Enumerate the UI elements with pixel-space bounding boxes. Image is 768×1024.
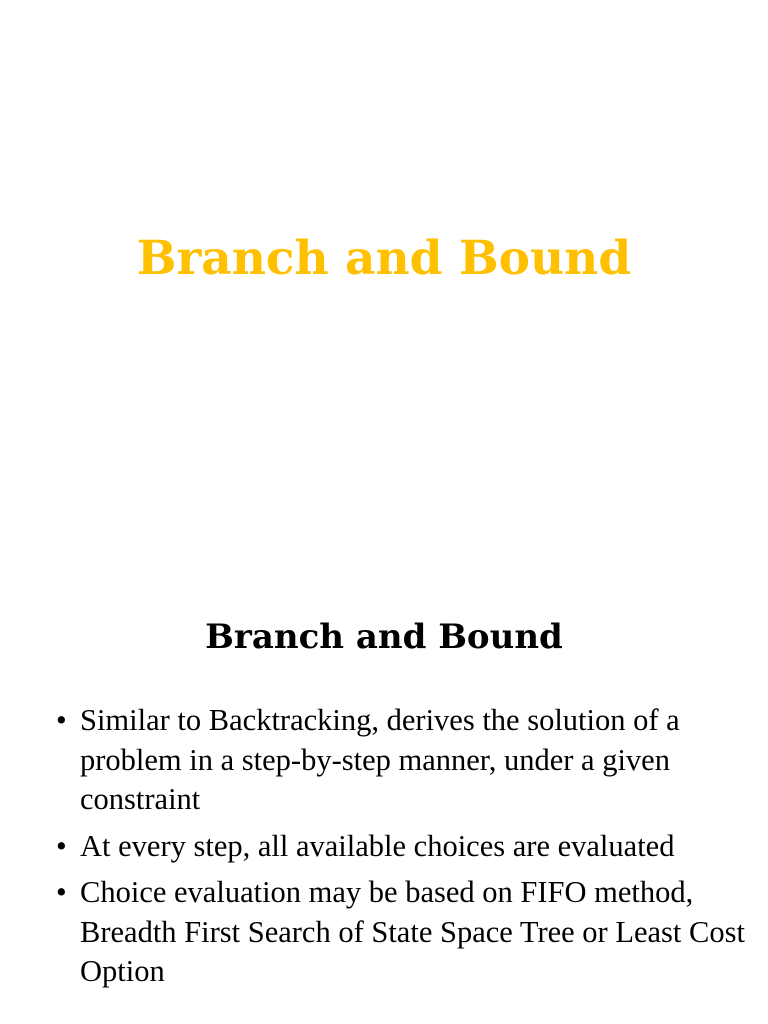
slide-2-title: Branch and Bound <box>205 617 563 657</box>
bullet-text: Choice evaluation may be based on FIFO method, Breadth First Search of State Space Tree or Least Cost Option <box>80 875 745 988</box>
slide-1-title: Branch and Bound <box>136 231 632 286</box>
bullet-item <box>56 701 746 820</box>
bullet-icon: • <box>56 703 67 737</box>
bullet-icon: • <box>56 828 67 863</box>
bullet-text: At every step, all available choices are evaluated <box>80 828 675 863</box>
bullet-item <box>56 873 746 992</box>
bullet-item <box>56 827 746 867</box>
bullet-list <box>56 701 746 999</box>
bullet-text: Similar to Backtracking, derives the solution of a problem in a step-by-step manner, under a given constraint <box>80 703 680 816</box>
bullet-icon: • <box>56 875 67 909</box>
